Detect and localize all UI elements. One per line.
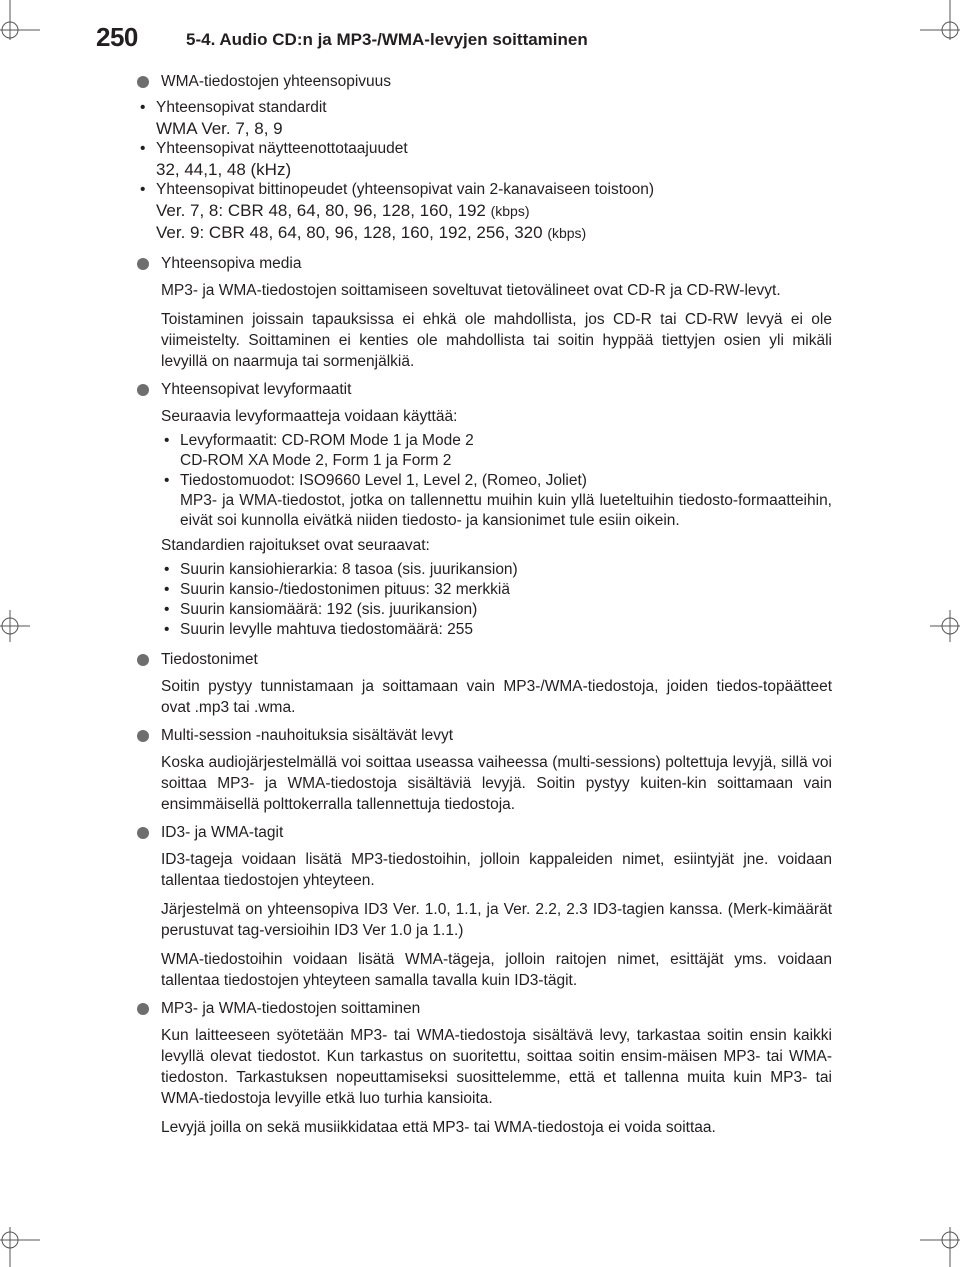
chapter-title: 5-4. Audio CD:n ja MP3-/WMA-levyjen soittaminen <box>186 30 588 49</box>
section-file-names <box>137 650 832 718</box>
paragraph: Soitin pystyy tunnistamaan ja soittamaan vain MP3-/WMA-tiedostoja, joiden tiedos-topäätteet ovat .mp3 tai .wma. <box>161 678 832 716</box>
section-title: Tiedostonimet <box>161 651 258 668</box>
list-item: • Suurin kansio-/tiedostonimen pituus: 32 merkkiä <box>164 581 510 598</box>
crop-mark-mid-left <box>0 610 30 642</box>
list-item: • Yhteensopivat bittinopeudet (yhteensopivat vain 2-kanavaiseen toistoon) Ver. 7, 8: CBR 48, 64, 80, 96, 128, 160, 192 (kbps) Ver. 9: CBR 48, 64, 80, 96, 128, 160, 192, 256, 320 (kbps) <box>140 181 655 242</box>
list <box>161 560 832 640</box>
list-item: • Tiedostomuodot: ISO9660 Level 1, Level 2, (Romeo, Joliet) MP3- ja WMA-tiedostot, jotka on tallennettu muihin kuin yllä lueteltuihin tiedosto-formaatteihin, eivät soi kunnolla eivätkä niiden tiedosto- ja kansionimet tule esiin oikein. <box>164 472 832 529</box>
list-dot-icon: • <box>164 561 170 578</box>
list-item: • Yhteensopivat standardit WMA Ver. 7, 8, 9 <box>140 99 327 138</box>
list-dot-icon: • <box>140 181 146 198</box>
list-item: • Suurin kansiomäärä: 192 (sis. juurikansion) <box>164 601 478 618</box>
paragraph: Järjestelmä on yhteensopiva ID3 Ver. 1.0, 1.1, ja Ver. 2.2, 2.3 ID3-tagien kanssa. (Merk-kimäärät perustuvat tag-versioihin ID3 Ver 1.0 ja 1.1.) <box>161 901 832 939</box>
section-title: MP3- ja WMA-tiedostojen soittaminen <box>161 1000 421 1017</box>
list-item: • Levyformaatit: CD-ROM Mode 1 ja Mode 2 CD-ROM XA Mode 2, Form 1 ja Form 2 <box>164 432 474 469</box>
paragraph: Levyjä joilla on sekä musiikkidataa että MP3- tai WMA-tiedostoja ei voida soittaa. <box>161 1119 716 1136</box>
list-item: • Yhteensopivat näytteenottotaajuudet 32, 44,1, 48 (kHz) <box>140 140 408 179</box>
section-bullet-icon <box>137 258 149 270</box>
paragraph: Toistaminen joissain tapauksissa ei ehkä ole mahdollista, jos CD-R tai CD-RW levyä ei ole viimeistelty. Soittaminen ei kenties ole mahdollista tai soitin hyppää tiettyjen osien yli mikäli levyillä on naarmuja tai sormenjälkiä. <box>161 311 832 370</box>
list-dot-icon: • <box>164 432 170 449</box>
list-item: • Suurin levylle mahtuva tiedostomäärä: 255 <box>164 621 473 638</box>
section-bullet-icon <box>137 827 149 839</box>
crop-mark-bottom-right <box>920 1227 960 1267</box>
section-bullet-icon <box>137 654 149 666</box>
crop-mark-mid-right <box>930 610 960 642</box>
section-bullet-icon <box>137 1003 149 1015</box>
list-dot-icon: • <box>140 99 146 116</box>
section-playback <box>137 999 832 1138</box>
section-multi-session <box>137 726 832 815</box>
list-dot-icon: • <box>140 140 146 157</box>
section-bullet-icon <box>137 384 149 396</box>
paragraph: MP3- ja WMA-tiedostojen soittamiseen soveltuvat tietovälineet ovat CD-R ja CD-RW-levyt. <box>161 282 781 299</box>
list-dot-icon: • <box>164 472 170 489</box>
paragraph: Kun laitteeseen syötetään MP3- tai WMA-tiedostoja sisältävä levy, tarkastaa soitin ensin kaikki levyllä olevat tiedostot. Kun tarkastus on suoritettu, soittaa soitin ensim-mäisen MP3- tai WMA-tiedoston. Tarkastuksen nopeuttamiseksi suosittelemme, että et tallenna muita kuin MP3- tai WMA-tiedostoja levyille etkä luo turhia kansioita. <box>161 1027 832 1107</box>
paragraph: ID3-tageja voidaan lisätä MP3-tiedostoihin, jolloin kappaleiden nimet, esiintyjät jne. voidaan tallentaa tiedostojen yhteyteen. <box>161 851 832 889</box>
page-content <box>137 72 832 1146</box>
paragraph: WMA-tiedostoihin voidaan lisätä WMA-tägeja, jolloin raitojen nimet, esittäjät yms. voidaan tallentaa tiedostojen yhteyteen samalla tavalla kuin ID3-tägit. <box>161 951 832 989</box>
list-dot-icon: • <box>164 581 170 598</box>
section-disc-formats <box>137 380 832 640</box>
section-title: ID3- ja WMA-tagit <box>161 824 284 841</box>
section-id3-wma-tags <box>137 823 832 991</box>
crop-mark-bottom-left <box>0 1227 40 1267</box>
section-title: Multi-session -nauhoituksia sisältävät levyt <box>161 727 454 744</box>
paragraph: Koska audiojärjestelmällä voi soittaa useassa vaiheessa (multi-sessions) poltettuja levyjä, sillä voi soittaa MP3- ja WMA-tiedostoja sisältäviä levyjä. Soitin pystyy kuiten-kin soittamaan vain ensimmäisellä polttokerralla tallennettuja tiedostoja. <box>161 754 832 813</box>
section-title: Yhteensopivat levyformaatit <box>161 381 352 398</box>
section-bullet-icon <box>137 76 149 88</box>
section-bullet-icon <box>137 730 149 742</box>
paragraph: Seuraavia levyformaatteja voidaan käyttää: <box>161 408 458 425</box>
section-title: Yhteensopiva media <box>161 255 302 272</box>
paragraph: Standardien rajoitukset ovat seuraavat: <box>161 537 430 554</box>
list <box>161 431 832 531</box>
list-dot-icon: • <box>164 601 170 618</box>
section-compatible-media <box>137 254 832 372</box>
list <box>137 98 832 244</box>
page-number: 250 <box>96 22 138 52</box>
section-wma-compatibility <box>137 72 832 244</box>
list-dot-icon: • <box>164 621 170 638</box>
crop-mark-top-left <box>0 0 40 40</box>
section-title: WMA-tiedostojen yhteensopivuus <box>161 73 392 90</box>
list-item: • Suurin kansiohierarkia: 8 tasoa (sis. juurikansion) <box>164 561 518 578</box>
crop-mark-top-right <box>920 0 960 40</box>
